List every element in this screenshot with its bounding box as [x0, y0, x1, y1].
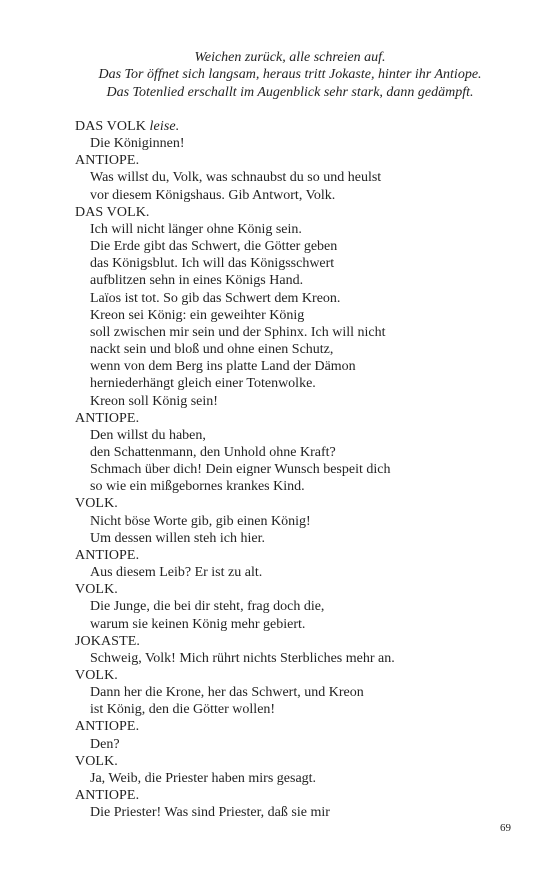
verse-line: nackt sein und bloß und ohne einen Schutz,: [90, 342, 334, 358]
verse-line: Laïos ist tot. So gib das Schwert dem Kreon.: [90, 290, 341, 306]
speaker-name: ANTIOPE.: [75, 719, 140, 735]
verse-line: den Schattenmann, den Unhold ohne Kraft?: [90, 444, 336, 460]
speaker-heading: [75, 753, 535, 770]
speech: [75, 204, 535, 410]
verse-line: Die Erde gibt das Schwert, die Götter geben: [90, 239, 338, 255]
verse-line: Die Königinnen!: [90, 136, 185, 152]
speaker-heading: [75, 718, 535, 735]
verse-line: Schmach über dich! Dein eigner Wunsch bespeit dich: [90, 462, 391, 478]
page-number: 69: [500, 822, 511, 834]
speaker-name: VOLK.: [75, 496, 118, 512]
verse-line: Nicht böse Worte gib, gib einen König!: [90, 513, 311, 529]
speaker-name: VOLK.: [75, 582, 118, 598]
speaker-heading: [75, 547, 535, 564]
verse-line: so wie ein mißgebornes krankes Kind.: [90, 479, 305, 495]
verse-line: Dann her die Krone, her das Schwert, und Kreon: [90, 685, 364, 701]
speaker-heading: [75, 118, 535, 135]
stage-direction-line: Das Tor öffnet sich langsam, heraus tritt Jokaste, hinter ihr Antiope.: [98, 67, 482, 83]
verse-line: Kreon sei König: ein geweihter König: [90, 307, 305, 323]
speaker-name: JOKASTE.: [75, 633, 140, 649]
verse-line: Was willst du, Volk, was schnaubst du so und heulst: [90, 170, 382, 186]
stage-direction-line: Weichen zurück, alle schreien auf.: [194, 50, 386, 65]
speaker-heading: [75, 787, 535, 804]
verse-line: wenn von dem Berg ins platte Land der Dämon: [90, 359, 356, 375]
verse-line: Den?: [90, 736, 120, 752]
speech: [75, 753, 535, 787]
stage-directions: [40, 49, 540, 101]
verse-line: das Königsblut. Ich will das Königsschwert: [90, 256, 335, 272]
speaker-heading: [75, 633, 535, 650]
speech: [75, 718, 535, 752]
speaker-heading: [75, 495, 535, 512]
verse-line: soll zwischen mir sein und der Sphinx. Ich will nicht: [90, 324, 386, 340]
verse-line: Den willst du haben,: [90, 427, 206, 443]
verse-line: Die Junge, die bei dir steht, frag doch die,: [90, 599, 325, 615]
speaker-name: ANTIOPE.: [75, 547, 140, 563]
verse-line: ist König, den die Götter wollen!: [90, 702, 276, 718]
speaker-name: VOLK.: [75, 753, 118, 769]
verse-line: Ja, Weib, die Priester haben mirs gesagt.: [90, 770, 317, 786]
verse-line: Aus diesem Leib? Er ist zu alt.: [90, 565, 263, 581]
speaker-name: DAS VOLK: [75, 119, 146, 134]
verse-line: Kreon soll König sein!: [90, 393, 218, 409]
verse-line: Um dessen willen steh ich hier.: [90, 530, 265, 546]
speech: [75, 118, 535, 152]
speech: [75, 152, 535, 203]
verse-line: Die Priester! Was sind Priester, daß sie mir: [90, 805, 330, 821]
stage-direction-line: Das Totenlied erschallt im Augenblick sehr stark, dann gedämpft.: [106, 84, 474, 100]
verse-line: aufblitzen sehn in eines Königs Hand.: [90, 273, 304, 289]
verse-line: herniederhängt gleich einer Totenwolke.: [90, 376, 316, 392]
speaker-heading: [75, 581, 535, 598]
speech: [75, 633, 535, 667]
speech: [75, 547, 535, 581]
dialogue: [75, 118, 535, 821]
speaker-heading: [75, 152, 535, 169]
verse-line: warum sie keinen König mehr gebiert.: [90, 616, 306, 632]
speaker-heading: [75, 667, 535, 684]
speaker-name: ANTIOPE.: [75, 788, 140, 804]
speaker-name: ANTIOPE.: [75, 410, 140, 426]
verse-line: Ich will nicht länger ohne König sein.: [90, 221, 302, 237]
speech: [75, 495, 535, 546]
speech: [75, 667, 535, 718]
verse-line: vor diesem Königshaus. Gib Antwort, Volk.: [90, 187, 336, 203]
speech: [75, 787, 535, 821]
speech: [75, 410, 535, 496]
speaker-name: VOLK.: [75, 668, 118, 683]
speaker-direction: leise.: [149, 119, 180, 134]
speaker-heading: [75, 204, 535, 221]
speech: [75, 581, 535, 632]
speaker-heading: [75, 410, 535, 427]
verse-line: Schweig, Volk! Mich rührt nichts Sterbliches mehr an.: [90, 650, 395, 666]
speaker-name: DAS VOLK.: [75, 204, 150, 220]
speaker-name: ANTIOPE.: [75, 153, 140, 169]
